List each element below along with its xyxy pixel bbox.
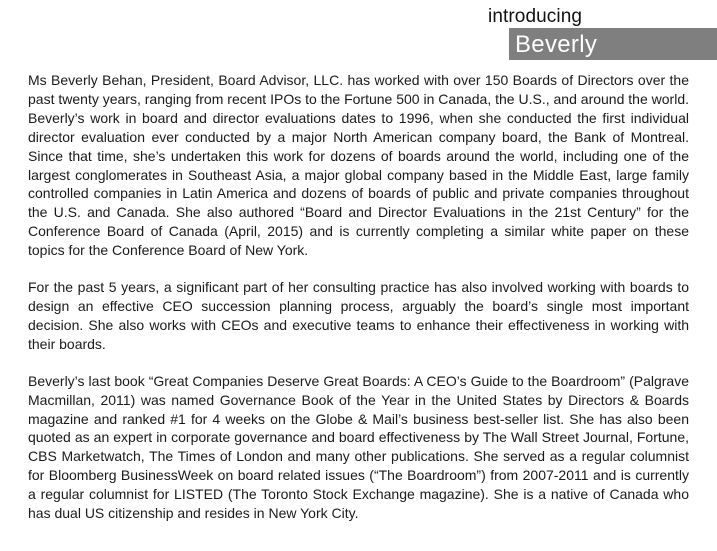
header-name-banner xyxy=(509,28,717,60)
bio-body xyxy=(28,71,689,523)
header-kicker: introducing xyxy=(488,6,583,27)
bio-paragraph-2: For the past 5 years, a significant part of her consulting practice has also involved working with boards to design an effective CEO succession planning process, arguably the board’s single most important decision. She also works with CEOs and executive teams to enhance their effectiveness in working with their boards. xyxy=(28,279,689,352)
header-name: Beverly xyxy=(515,31,598,58)
bio-paragraph-1: Ms Beverly Behan, President, Board Advisor, LLC. has worked with over 150 Boards of Directors over the past twenty years, ranging from recent IPOs to the Fortune 500 in Canada, the U.S., and around the world. Beverly’s work in board and director evaluations dates to 1996, when she conducted the first individual director evaluation ever conducted by a major North American company board, the Bank of Montreal. Since that time, she’s undertaken this work for dozens of boards around the world, including one of the largest conglomerates in Southeast Asia, a major global company based in the Middle East, large family controlled companies in Latin America and dozens of boards of public and private companies throughout the U.S. and Canada. She also authored “Board and Director Evaluations in the 21st Century” for the Conference Board of Canada (April, 2015) and is currently completing a similar white paper on these topics for the Conference Board of New York. xyxy=(28,72,689,259)
bio-paragraph-3: Beverly’s last book “Great Companies Deserve Great Boards: A CEO’s Guide to the Boardroom” (Palgrave Macmillan, 2011) was named Governance Book of the Year in the United States by Directors & Boards magazine and ranked #1 for 4 weeks on the Globe & Mail’s business best-seller list. She has also been quoted as an expert in corporate governance and board effectiveness by The Wall Street Journal, Fortune, CBS Marketwatch, The Times of London and many other publications. She served as a regular columnist for Bloomberg BusinessWeek on board related issues (“The Boardroom”) from 2007-2011 and is currently a regular columnist for LISTED (The Toronto Stock Exchange magazine). She is a native of Canada who has dual US citizenship and resides in New York City. xyxy=(28,372,689,522)
